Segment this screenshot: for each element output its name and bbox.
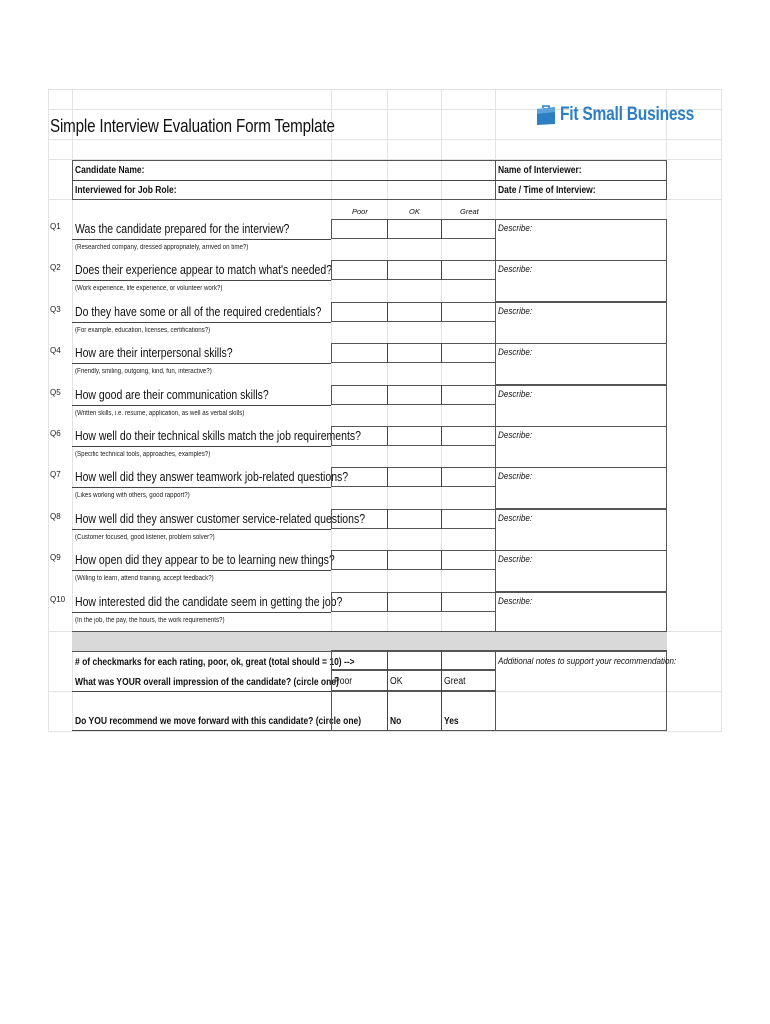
recommend-option-no[interactable]: No [390, 716, 402, 727]
brand-name: Fit Small Business [560, 104, 695, 125]
describe-label: Describe: [498, 389, 533, 400]
checkmark-count-great[interactable] [442, 651, 495, 669]
question-hint: (Customer focused, good listener, problem solver?) [75, 534, 215, 541]
recommend-option-yes[interactable]: Yes [444, 716, 459, 727]
describe-label: Describe: [498, 513, 533, 524]
question-hint: (Likes working with others, good rapport?) [75, 492, 190, 499]
question-hint: (Written skills, i.e. resume, application, as well as verbal skills) [75, 410, 245, 417]
page-title: Simple Interview Evaluation Form Template [50, 115, 335, 136]
question-underline [72, 322, 331, 323]
job-role-label: Interviewed for Job Role: [75, 185, 177, 196]
rating-cell-ok[interactable] [388, 261, 440, 279]
question-hint: (Friendly, smiling, outgoing, kind, fun, interactive?) [75, 368, 212, 375]
question-text: Was the candidate prepared for the interview? [75, 222, 290, 236]
question-number: Q6 [50, 429, 61, 438]
question-underline [72, 612, 331, 613]
question-hint: (Specific technical tools, approaches, examples?) [75, 451, 211, 458]
rating-cell-poor[interactable] [332, 344, 386, 362]
checkmark-count-poor[interactable] [332, 651, 386, 669]
question-number: Q5 [50, 388, 61, 397]
question-text: How good are their communication skills? [75, 388, 269, 402]
briefcase-icon [536, 104, 556, 126]
impression-label: What was YOUR overall impression of the candidate? (circle one) [75, 677, 339, 688]
rating-cell-great[interactable] [442, 386, 495, 404]
rating-cell-ok[interactable] [388, 510, 440, 528]
rating-cell-poor[interactable] [332, 427, 386, 445]
question-underline [72, 570, 331, 571]
rating-cell-great[interactable] [442, 261, 495, 279]
header-ok: OK [409, 207, 420, 216]
question-number: Q4 [50, 346, 61, 355]
describe-label: Describe: [498, 596, 533, 607]
rating-cell-great[interactable] [442, 468, 495, 486]
rating-cell-great[interactable] [442, 510, 495, 528]
describe-label: Describe: [498, 471, 533, 482]
question-underline [72, 446, 331, 447]
question-underline [72, 405, 331, 406]
question-hint: (Researched company, dressed appropriately, arrived on time?) [75, 244, 249, 251]
interviewer-label: Name of Interviewer: [498, 165, 582, 176]
impression-option-poor[interactable]: Poor [334, 676, 353, 687]
rating-cell-poor[interactable] [332, 303, 386, 321]
rating-cell-ok[interactable] [388, 220, 440, 238]
rating-cell-great[interactable] [442, 427, 495, 445]
header-great: Great [460, 207, 479, 216]
question-number: Q8 [50, 512, 61, 521]
question-hint: (In the job, the pay, the hours, the work requirements?) [75, 617, 225, 624]
question-text: How well did they answer customer service-related questions? [75, 512, 366, 526]
rating-cell-poor[interactable] [332, 220, 386, 238]
brand-logo [536, 104, 724, 126]
question-number: Q10 [50, 595, 66, 604]
rating-cell-poor[interactable] [332, 551, 386, 569]
impression-options-row [331, 670, 496, 691]
question-hint: (For example, education, licenses, certifications?) [75, 327, 211, 334]
checkmarks-label: # of checkmarks for each rating, poor, ok, great (total should = 10) --> [75, 657, 355, 668]
question-number: Q3 [50, 305, 61, 314]
rating-cell-poor[interactable] [332, 510, 386, 528]
question-text: How interested did the candidate seem in getting the job? [75, 595, 343, 609]
question-number: Q2 [50, 263, 61, 272]
describe-label: Describe: [498, 223, 533, 234]
question-text: How open did they appear to be to learning new things? [75, 553, 335, 567]
datetime-label: Date / Time of Interview: [498, 185, 596, 196]
recommend-label: Do YOU recommend we move forward with this candidate? (circle one) [75, 716, 362, 727]
rating-cell-ok[interactable] [388, 344, 440, 362]
question-text: How well did they answer teamwork job-related questions? [75, 470, 349, 484]
describe-label: Describe: [498, 264, 533, 275]
candidate-name-label: Candidate Name: [75, 165, 145, 176]
rating-cell-poor[interactable] [332, 593, 386, 611]
separator-band [72, 631, 667, 652]
describe-label: Describe: [498, 554, 533, 565]
rating-cell-great[interactable] [442, 303, 495, 321]
impression-option-ok[interactable]: OK [390, 676, 403, 687]
rating-cell-ok[interactable] [388, 468, 440, 486]
rating-cell-great[interactable] [442, 551, 495, 569]
question-underline [72, 363, 331, 364]
question-number: Q7 [50, 470, 61, 479]
recommend-options-row [331, 691, 496, 731]
rating-cell-ok[interactable] [388, 551, 440, 569]
describe-label: Describe: [498, 430, 533, 441]
rating-cell-ok[interactable] [388, 303, 440, 321]
describe-label: Describe: [498, 347, 533, 358]
question-text: How are their interpersonal skills? [75, 346, 233, 360]
question-text: Does their experience appear to match what's needed? [75, 263, 333, 277]
question-underline [72, 239, 331, 240]
rating-cell-poor[interactable] [332, 468, 386, 486]
question-number: Q1 [50, 222, 61, 231]
checkmark-count-ok[interactable] [388, 651, 440, 669]
header-poor: Poor [352, 207, 368, 216]
rating-cell-great[interactable] [442, 593, 495, 611]
notes-label: Additional notes to support your recommendation: [498, 656, 677, 667]
question-number: Q9 [50, 553, 61, 562]
rating-cell-poor[interactable] [332, 386, 386, 404]
question-text: Do they have some or all of the required credentials? [75, 305, 322, 319]
rating-cell-ok[interactable] [388, 427, 440, 445]
question-underline [72, 529, 331, 530]
impression-option-great[interactable]: Great [444, 676, 466, 687]
rating-cell-poor[interactable] [332, 261, 386, 279]
rating-cell-great[interactable] [442, 220, 495, 238]
question-hint: (Work experience, life experience, or volunteer work?) [75, 285, 223, 292]
question-underline [72, 487, 331, 488]
describe-label: Describe: [498, 306, 533, 317]
rating-cell-ok[interactable] [388, 593, 440, 611]
question-hint: (Willing to learn, attend training, accept feedback?) [75, 575, 214, 582]
question-text: How well do their technical skills match the job requirements? [75, 429, 361, 443]
rating-cell-great[interactable] [442, 344, 495, 362]
question-underline [72, 280, 331, 281]
rating-cell-ok[interactable] [388, 386, 440, 404]
